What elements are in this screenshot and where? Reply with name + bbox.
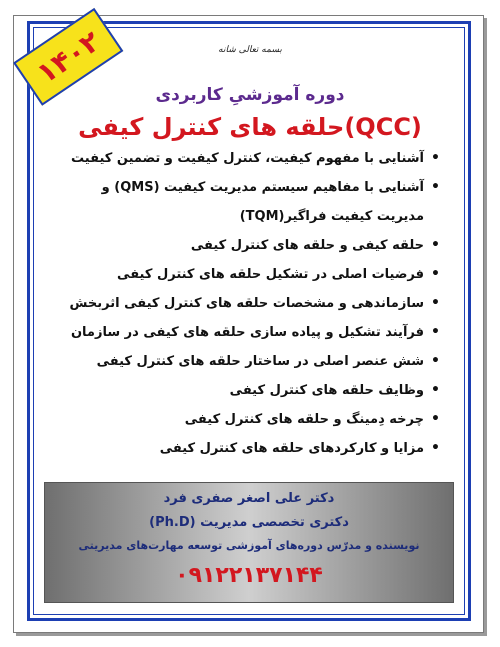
topic-item: • مزایا و کارکردهای حلقه های کنترل کیفی bbox=[60, 440, 440, 457]
instructor-name: دکتر علی اصغر صفری فرد bbox=[163, 491, 335, 506]
year-label: ۱۴۰۲ bbox=[30, 24, 106, 90]
topic-item: • آشنایی با مفهوم کیفیت، کنترل کیفیت و تضمین کیفیت bbox=[60, 150, 440, 167]
bismillah-heading: بسمه تعالی شانه bbox=[218, 45, 282, 55]
topic-item-continuation: مدیریت کیفیت فراگیر(TQM) bbox=[239, 209, 424, 224]
topics-list bbox=[60, 150, 440, 469]
topic-item: • شش عنصر اصلی در ساختار حلقه های کنترل کیفی bbox=[60, 353, 440, 370]
topic-item: • فرآیند تشکیل و پیاده سازی حلقه های کیفی در سازمان bbox=[60, 324, 440, 341]
instructor-phone: ۰۹۱۲۲۱۳۷۱۴۴ bbox=[175, 563, 323, 588]
instructor-box bbox=[44, 482, 454, 603]
topic-item: • سازماندهی و مشخصات حلقه های کنترل کیفی اثربخش bbox=[60, 295, 440, 312]
topic-item bbox=[60, 179, 440, 225]
topic-item: • چرخه دِمینگ و حلقه های کنترل کیفی bbox=[60, 411, 440, 428]
topic-item: • حلقه کیفی و حلقه های کنترل کیفی bbox=[60, 237, 440, 254]
course-title: حلقه های کنترل کیفی(QCC) bbox=[78, 113, 422, 141]
topic-item: • وظایف حلقه های کنترل کیفی bbox=[60, 382, 440, 399]
instructor-description: نویسنده و مدرّس دوره‌های آموزشی توسعه مهارت‌های مدیریتی bbox=[78, 539, 420, 552]
topic-item: • فرضیات اصلی در تشکیل حلقه های کنترل کیفی bbox=[60, 266, 440, 283]
instructor-degree: دکتری تخصصی مدیریت (Ph.D) bbox=[149, 515, 349, 530]
course-type-heading: دوره آموزشیِ کاربردی bbox=[155, 85, 345, 105]
topic-item-line: آشنایی با مفاهیم سیستم مدیریت کیفیت (QMS) و bbox=[101, 180, 424, 195]
